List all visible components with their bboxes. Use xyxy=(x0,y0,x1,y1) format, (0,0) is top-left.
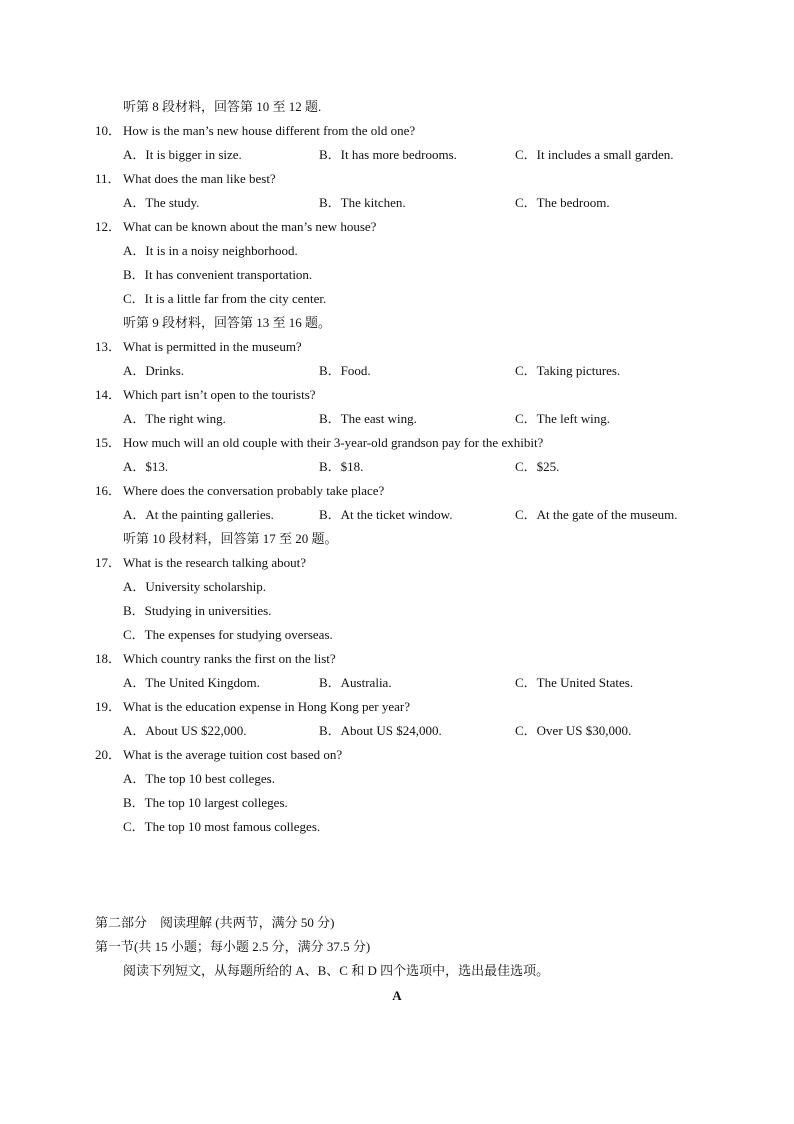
part-two-heading: 第二部分 阅读理解 (共两节，满分 50 分) xyxy=(95,915,335,930)
question-text: What is permitted in the museum? xyxy=(123,339,302,354)
listening-intro-8: 听第 8 段材料，回答第 10 至 12 题. xyxy=(123,99,322,114)
reading-instruction: 阅读下列短文，从每题所给的 A、B、C 和 D 四个选项中，选出最佳选项。 xyxy=(123,963,550,978)
option-c: C．Taking pictures. xyxy=(515,363,621,378)
question-text: Which country ranks the first on the list? xyxy=(123,651,336,666)
question-text: Which part isn’t open to the tourists? xyxy=(123,387,316,402)
option-b: B．The kitchen. xyxy=(319,195,406,210)
option-a: A．At the painting galleries. xyxy=(123,507,274,522)
question-number: 16． xyxy=(95,483,122,498)
option-b: B．$18. xyxy=(319,459,364,474)
listening-intro-10: 听第 10 段材料，回答第 17 至 20 题。 xyxy=(123,531,338,546)
section-one-heading: 第一节(共 15 小题；每小题 2.5 分，满分 37.5 分) xyxy=(95,939,371,954)
question-text: What is the research talking about? xyxy=(123,555,307,570)
question-number: 10． xyxy=(95,123,122,138)
option-c: C．The left wing. xyxy=(515,411,610,426)
option-a: A．$13. xyxy=(123,459,169,474)
option-b: B．It has more bedrooms. xyxy=(319,147,457,162)
option-c: C．The top 10 most famous colleges. xyxy=(123,819,321,834)
option-a: A．University scholarship. xyxy=(123,579,266,594)
option-b: B．The top 10 largest colleges. xyxy=(123,795,288,810)
option-c: C．Over US $30,000. xyxy=(515,723,632,738)
question-text: What is the education expense in Hong Kong per year? xyxy=(123,699,410,714)
option-a: A．About US $22,000. xyxy=(123,723,247,738)
option-c: C．The United States. xyxy=(515,675,634,690)
option-a: A．The right wing. xyxy=(123,411,226,426)
option-a: A．The top 10 best colleges. xyxy=(123,771,275,786)
option-b: B．Studying in universities. xyxy=(123,603,272,618)
option-b: B．Food. xyxy=(319,363,371,378)
question-number: 19． xyxy=(95,699,122,714)
option-c: C．It is a little far from the city center. xyxy=(123,291,327,306)
passage-label: A xyxy=(392,988,402,1003)
listening-intro-9: 听第 9 段材料，回答第 13 至 16 题。 xyxy=(123,315,332,330)
option-a: A．It is bigger in size. xyxy=(123,147,242,162)
question-text: What is the average tuition cost based on? xyxy=(123,747,343,762)
question-text: How much will an old couple with their 3-year-old grandson pay for the exhibit? xyxy=(123,435,544,450)
option-c: C．At the gate of the museum. xyxy=(515,507,678,522)
question-number: 18． xyxy=(95,651,122,666)
question-number: 15． xyxy=(95,435,122,450)
option-b: B．At the ticket window. xyxy=(319,507,453,522)
option-b: B．About US $24,000. xyxy=(319,723,442,738)
option-b: B．Australia. xyxy=(319,675,392,690)
option-b: B．The east wing. xyxy=(319,411,417,426)
option-c: C．The expenses for studying overseas. xyxy=(123,627,333,642)
option-a: A．The United Kingdom. xyxy=(123,675,260,690)
question-text: How is the man’s new house different from the old one? xyxy=(123,123,416,138)
question-number: 14． xyxy=(95,387,122,402)
question-text: Where does the conversation probably take place? xyxy=(123,483,385,498)
option-c: C．$25. xyxy=(515,459,560,474)
question-number: 12． xyxy=(95,219,122,234)
option-a: A．The study. xyxy=(123,195,200,210)
question-number: 11． xyxy=(95,171,121,186)
option-a: A．It is in a noisy neighborhood. xyxy=(123,243,298,258)
question-text: What does the man like best? xyxy=(123,171,276,186)
option-c: C．It includes a small garden. xyxy=(515,147,674,162)
question-number: 13． xyxy=(95,339,122,354)
question-number: 20． xyxy=(95,747,122,762)
option-b: B．It has convenient transportation. xyxy=(123,267,313,282)
question-text: What can be known about the man’s new house? xyxy=(123,219,377,234)
option-c: C．The bedroom. xyxy=(515,195,610,210)
question-number: 17． xyxy=(95,555,122,570)
option-a: A．Drinks. xyxy=(123,363,185,378)
